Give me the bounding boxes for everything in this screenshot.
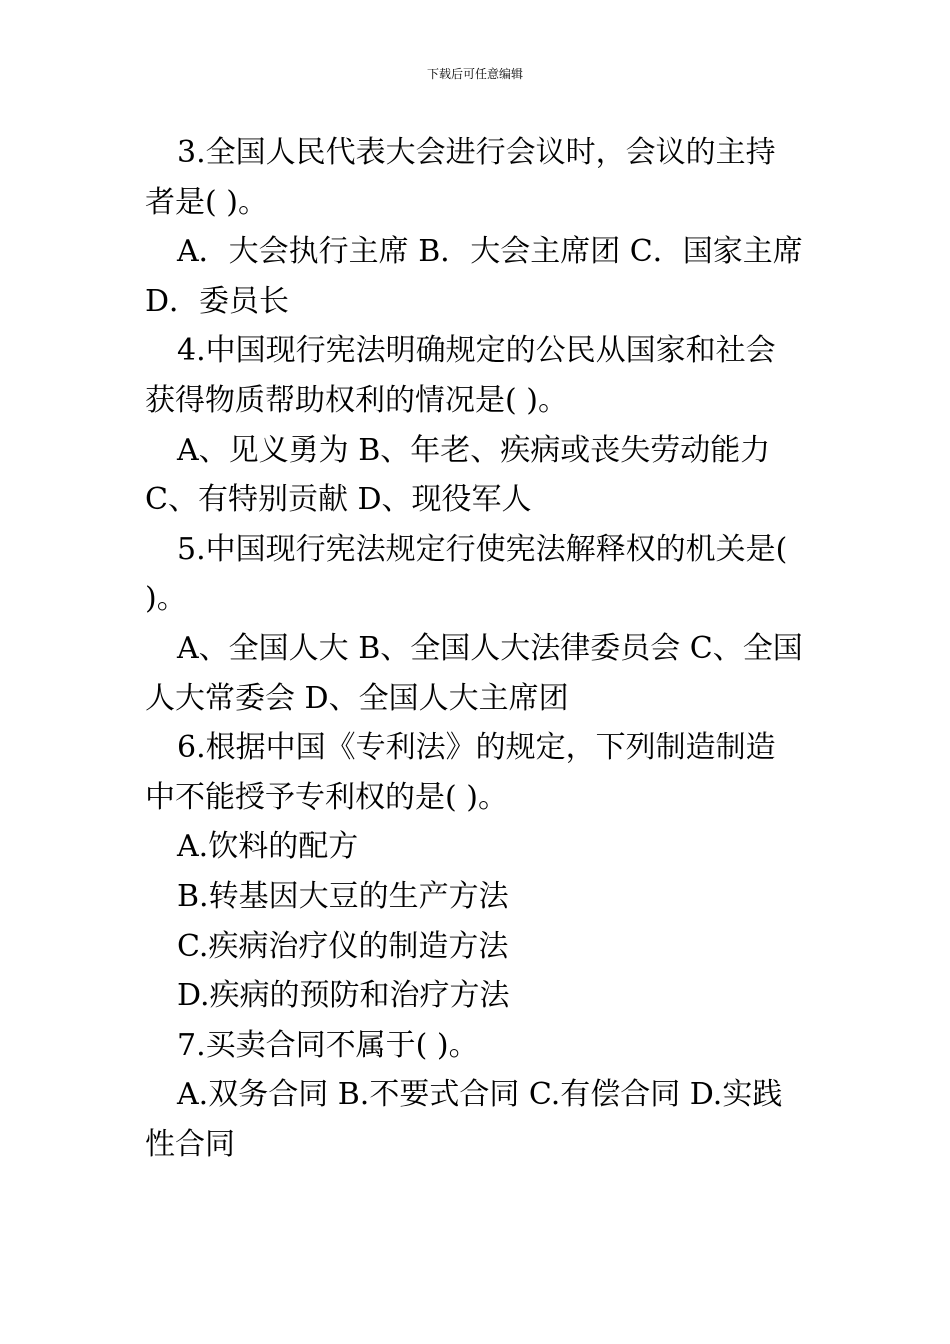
question-6-option-d: D.疾病的预防和治疗方法 [177,978,510,1014]
question-4: 4.中国现行宪法明确规定的公民从国家和社会获得物质帮助权利的情况是( )。 [145,333,776,418]
question-5: 5.中国现行宪法规定行使宪法解释权的机关是( )。 [145,531,788,617]
question-6-option-c: C.疾病治疗仪的制造方法 [177,928,509,964]
page-header: 下载后可任意编辑 [426,67,523,81]
question-7: 7.买卖合同不属于( )。 [177,1027,479,1063]
question-6-option-b: B.转基因大豆的生产方法 [177,878,509,914]
question-5-options: A、全国人大 B、全国人大法律委员会 C、全国人大常委会 D、全国人大主席团 [145,630,803,716]
question-3-options: A．大会执行主席 B．大会主席团 C．国家主席 D．委员长 [145,234,803,319]
document-body [145,128,805,1169]
question-4-options: A、见义勇为 B、年老、疾病或丧失劳动能力 C、有特别贡献 D、现役军人 [145,432,771,518]
question-6-option-a: A.饮料的配方 [177,829,359,865]
question-6: 6.根据中国《专利法》的规定，下列制造制造中不能授予专利权的是( )。 [145,730,776,815]
question-3: 3.全国人民代表大会进行会议时，会议的主持者是( )。 [145,135,776,220]
question-7-options: A.双务合同 B.不要式合同 C.有偿合同 D.实践性合同 [145,1077,783,1162]
